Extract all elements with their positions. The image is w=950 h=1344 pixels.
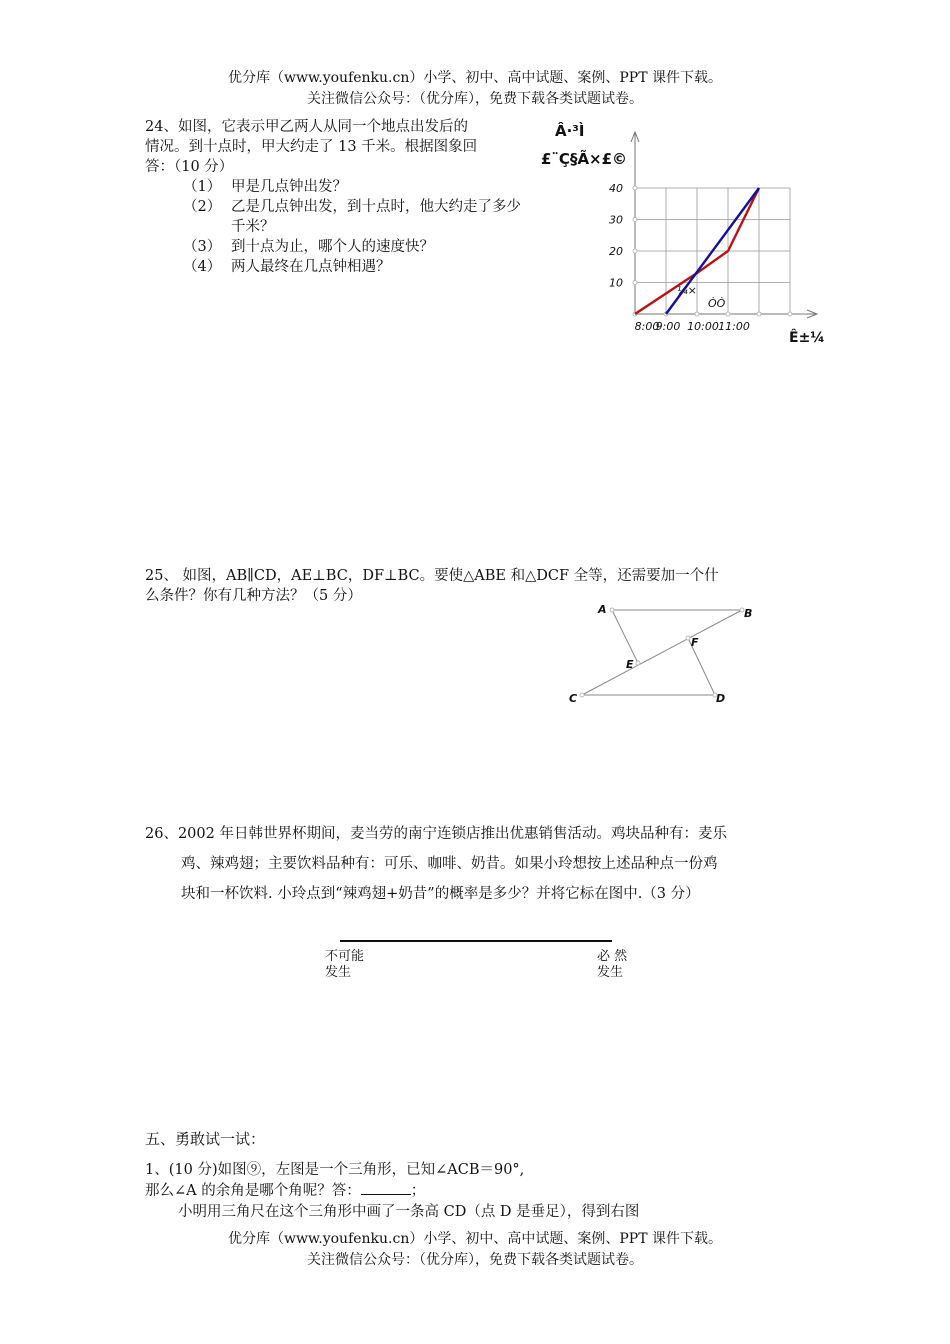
- chart-title-line-1: Â·³Ì: [555, 122, 585, 140]
- segment-bc: [582, 610, 742, 695]
- y-tick-marker: [633, 281, 637, 285]
- chart-axes: [631, 132, 817, 318]
- y-tick-label: 20: [609, 245, 623, 258]
- probability-scale-line: [340, 940, 612, 942]
- footer-line-2: 关注微信公众号：（优分库），免费下载各类试题试卷。: [307, 1252, 643, 1268]
- q24-item-number: （1）: [183, 179, 222, 195]
- question-26: [145, 819, 825, 909]
- q26-line-3: 块和一杯饮料. 小玲点到“辣鸡翅+奶昔”的概率是多少？并将它标在图中.（3 分）: [181, 886, 700, 902]
- p1-line-3: 小明用三角尺在这个三角形中画了一条高 CD（点 D 是垂足），得到右图: [178, 1204, 640, 1220]
- q25-line-1: 25、 如图，AB∥CD，AE⊥BC，DF⊥BC。要使△ABE 和△DCF 全等，还需要加一个什: [145, 568, 719, 584]
- y-tick-label: 10: [609, 276, 623, 290]
- point-f-label: F: [691, 636, 699, 649]
- q24-intro-line-1: 24、如图，它表示甲乙两人从同一个地点出发后的: [145, 119, 468, 135]
- q24-item-text: 乙是几点钟出发，到十点时，他大约走了多少千米？: [231, 199, 521, 235]
- point-b-label: B: [744, 607, 753, 620]
- point-f-marker: [686, 636, 690, 640]
- header-line-1: 优分库（www.youfenku.cn）小学、初中、高中试题、案例、PPT 课件下载。: [227, 70, 722, 86]
- q24-intro-line-3: 答：（10 分）: [145, 159, 234, 175]
- answer-blank[interactable]: [361, 1194, 411, 1195]
- question-24: [145, 117, 525, 277]
- point-e-marker: [636, 661, 640, 665]
- point-a-label: A: [598, 603, 607, 616]
- scale-right-line-1: 必 然: [597, 949, 628, 964]
- point-c-marker: [580, 693, 584, 697]
- y-tick-marker: [633, 186, 637, 190]
- scale-right-label: [597, 949, 627, 981]
- x-axis-label: Ê±¼: [789, 330, 825, 346]
- q24-item: [145, 237, 525, 257]
- section-5-title: 五、勇敢试一试：: [145, 1130, 266, 1148]
- q25-line-2: 么条件？你有几种方法？（5 分）: [145, 588, 362, 604]
- series-label-yi: ÒÒ: [708, 297, 726, 310]
- x-tick-marker: [726, 312, 730, 316]
- scale-right-line-2: 发生: [597, 965, 624, 980]
- point-a-marker: [610, 608, 614, 612]
- point-d-label: D: [716, 692, 726, 705]
- q24-item-number: （3）: [183, 239, 222, 255]
- p1-line-2-text: 那么∠A 的余角是哪个角呢？答：: [145, 1183, 361, 1199]
- q24-item-text: 两人最终在几点钟相遇？: [231, 259, 391, 275]
- q24-intro-line-2: 情况。到十点时，甲大约走了 13 千米。根据图象回: [145, 139, 478, 155]
- q24-item-text: 到十点为止，哪个人的速度快？: [231, 239, 434, 255]
- y-tick-label: 30: [609, 213, 623, 227]
- p1-line-2-end: ；: [410, 1183, 426, 1199]
- q24-item: [145, 257, 525, 277]
- x-tick-label: 8:00: [634, 320, 660, 333]
- q26-line-2: 鸡、辣鸡翅；主要饮料品种有：可乐、咖啡、奶昔。如果小玲想按上述品种点一份鸡: [181, 856, 718, 872]
- q24-item: [145, 197, 525, 237]
- footer-line-1: 优分库（www.youfenku.cn）小学、初中、高中试题、案例、PPT 课件下载。: [227, 1231, 722, 1247]
- p1-line-1: 1、(10 分)如图⑨，左图是一个三角形，已知∠ACB＝90°,: [145, 1162, 525, 1178]
- y-tick-label: 40: [609, 182, 623, 195]
- q24-item-text: 甲是几点钟出发？: [231, 179, 347, 195]
- scale-left-line-2: 发生: [325, 965, 352, 980]
- header-line-2: 关注微信公众号：（优分库），免费下载各类试题试卷。: [307, 91, 643, 107]
- distance-time-chart: [535, 112, 845, 352]
- x-tick-marker: [788, 312, 792, 316]
- scale-left-label: [325, 949, 364, 981]
- point-c-label: C: [569, 692, 578, 705]
- segment-ae: [612, 610, 638, 663]
- x-tick-marker: [757, 312, 761, 316]
- chart-title-line-2: £¨Ç§Ã×£©: [541, 150, 628, 168]
- x-tick-label: 10:00: [687, 320, 719, 333]
- x-tick-label: 9:00: [655, 320, 681, 333]
- p1-line-2: [145, 1181, 845, 1202]
- series-label-jia: ¼×: [677, 284, 697, 297]
- y-tick-marker: [633, 218, 637, 222]
- x-tick-marker: [695, 312, 699, 316]
- parallel-lines-figure: [560, 598, 770, 710]
- q24-item-number: （2）: [183, 199, 222, 215]
- q24-item-number: （4）: [183, 259, 222, 275]
- section-5-problem-1: [145, 1160, 845, 1223]
- point-e-label: E: [626, 658, 634, 671]
- q24-item: [145, 177, 525, 197]
- scale-left-line-1: 不可能: [325, 949, 365, 964]
- chart-ticks: [609, 182, 792, 333]
- q26-line-1: 26、2002 年日韩世界杯期间，麦当劳的南宁连锁店推出优惠销售活动。鸡块品种有：麦乐: [145, 826, 727, 842]
- x-tick-label: 11:00: [718, 320, 750, 333]
- y-tick-marker: [633, 249, 637, 253]
